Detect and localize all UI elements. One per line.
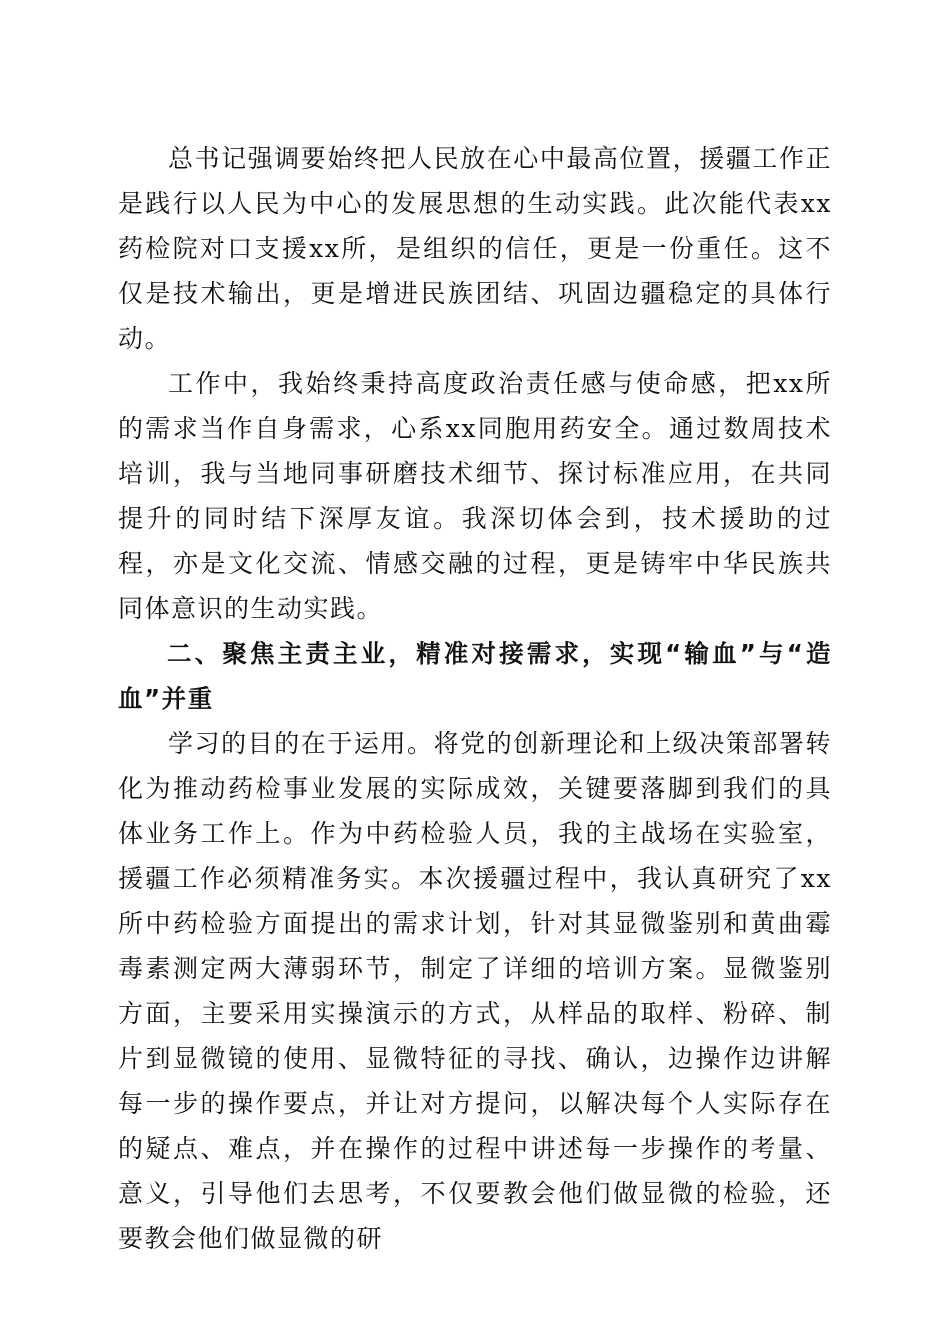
document-page bbox=[118, 136, 832, 1261]
body-paragraph-1: 总书记强调要始终把人民放在心中最高位置，援疆工作正是践行以人民为中心的发展思想的生动实践。此次能代表xx药检院对口支援xx所，是组织的信任，更是一份重任。这不仅是技术输出，更是增进民族团结、巩固边疆稳定的具体行动。 bbox=[118, 144, 832, 353]
body-paragraph-3: 学习的目的在于运用。将党的创新理论和上级决策部署转化为推动药检事业发展的实际成效，关键要落脚到我们的具体业务工作上。作为中药检验人员，我的主战场在实验室，援疆工作必须精准务实。本次援疆过程中，我认真研究了xx所中药检验方面提出的需求计划，针对其显微鉴别和黄曲霉毒素测定两大薄弱环节，制定了详细的培训方案。显微鉴别方面，主要采用实操演示的方式，从样品的取样、粉碎、制片到显微镜的使用、显微特征的寻找、确认，边操作边讲解每一步的操作要点，并让对方提问，以解决每个人实际存在的疑点、难点，并在操作的过程中讲述每一步操作的考量、意义，引导他们去思考，不仅要教会他们做显微的检验，还要教会他们做显微的研 bbox=[118, 729, 832, 1253]
section-heading: 二、聚焦主责主业，精准对接需求，实现“输血”与“造血”并重 bbox=[118, 639, 832, 713]
body-paragraph-2: 工作中，我始终秉持高度政治责任感与使命感，把xx所的需求当作自身需求，心系xx同胞用药安全。通过数周技术培训，我与当地同事研磨技术细节、探讨标准应用，在共同提升的同时结下深厚友谊。我深切体会到，技术援助的过程，亦是文化交流、情感交融的过程，更是铸牢中华民族共同体意识的生动实践。 bbox=[118, 369, 832, 623]
